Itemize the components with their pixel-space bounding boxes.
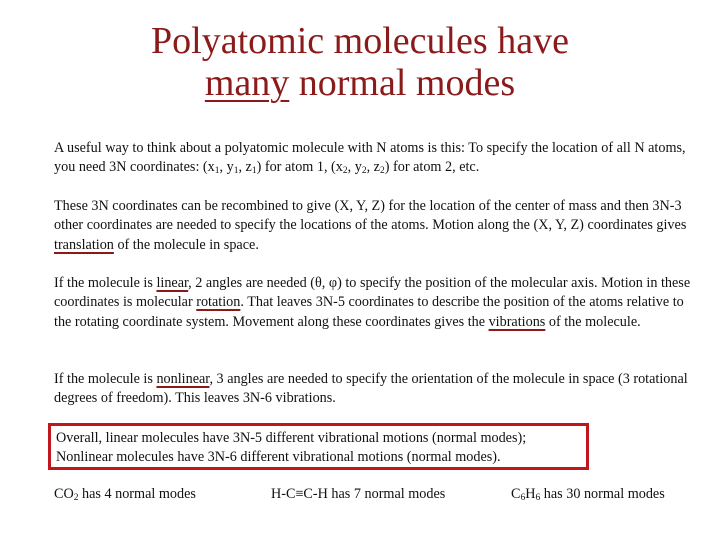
- p4-text: If the molecule is: [54, 371, 157, 387]
- p1-text: ) for atom 1, (x: [256, 159, 343, 176]
- subscript: 2: [342, 166, 348, 177]
- example-acetylene: H-C≡C-H has 7 normal modes: [271, 486, 446, 502]
- subscript: 1: [214, 166, 220, 177]
- subscript: 6: [535, 493, 541, 503]
- co2-formula: CO: [54, 486, 74, 502]
- subscript: 1: [233, 166, 239, 177]
- subscript: 2: [379, 166, 385, 177]
- subscript: 1: [251, 166, 257, 177]
- title-underlined-word: many: [204, 62, 290, 104]
- p1-text: A useful way to think about a polyatomic molecule with N atoms is this: To specify the location of all N atoms, you need 3N coordinates: (x: [54, 140, 686, 176]
- term-translation: translation: [54, 236, 114, 253]
- p1-text: , y: [347, 159, 362, 176]
- summary-box: [48, 423, 589, 470]
- slide-title: [0, 20, 720, 104]
- paragraph-nonlinear: [54, 370, 704, 409]
- term-nonlinear: nonlinear: [156, 371, 210, 387]
- p2-text: of the molecule in space.: [113, 236, 259, 253]
- co2-text: has 4 normal modes: [78, 486, 196, 502]
- title-line-1: Polyatomic molecules have: [151, 20, 569, 62]
- term-vibrations: vibrations: [488, 313, 546, 330]
- p2-text: These 3N coordinates can be recombined to give (X, Y, Z) for the location of the center of mass and then 3N-3 other coordinates are needed to specify the locations of the atoms. Motion along the (X, Y, Z) coordinates gives: [54, 198, 687, 234]
- p1-text: , y: [219, 159, 234, 176]
- term-rotation: rotation: [196, 294, 241, 311]
- subscript: 2: [361, 166, 367, 177]
- paragraph-translation: [54, 197, 704, 255]
- subscript: 2: [73, 493, 79, 503]
- title-line-2: [0, 62, 720, 104]
- subscript: 6: [520, 493, 526, 503]
- summary-line-1: Overall, linear molecules have 3N-5 different vibrational motions (normal modes);: [56, 430, 527, 446]
- title-line-2-rest: normal modes: [289, 62, 516, 104]
- p1-text: , z: [238, 159, 252, 176]
- paragraph-coordinates: [54, 139, 704, 178]
- p3-text: , 2 angles are needed (θ, φ) to specify the position of the molecular axis. Motion in these coordinates is molecular: [54, 275, 691, 311]
- paragraph-rotation: [54, 274, 704, 332]
- p4-text: , 3 angles are needed to specify the orientation of the molecule in space (3 rotational degrees of freedom). This leaves 3N-6 vibrations.: [54, 371, 688, 407]
- summary-line-2: Nonlinear molecules have 3N-6 different vibrational motions (normal modes).: [56, 449, 501, 466]
- term-linear: linear: [156, 275, 189, 291]
- p3-text: . That leaves 3N-5 coordinates to describe the position of the atoms relative to the rotating coordinate system. Movement along these coordinates gives the: [54, 294, 684, 330]
- benzene-formula: C: [511, 486, 521, 502]
- benzene-formula: H: [525, 486, 536, 502]
- benzene-text: has 30 normal modes: [540, 486, 665, 502]
- p1-text: ) for atom 2, etc.: [384, 159, 480, 176]
- example-co2: [54, 485, 196, 504]
- p1-text: , z: [366, 159, 380, 176]
- p3-text: If the molecule is: [54, 275, 157, 291]
- example-benzene: [511, 485, 665, 504]
- p3-text: of the molecule.: [545, 313, 641, 330]
